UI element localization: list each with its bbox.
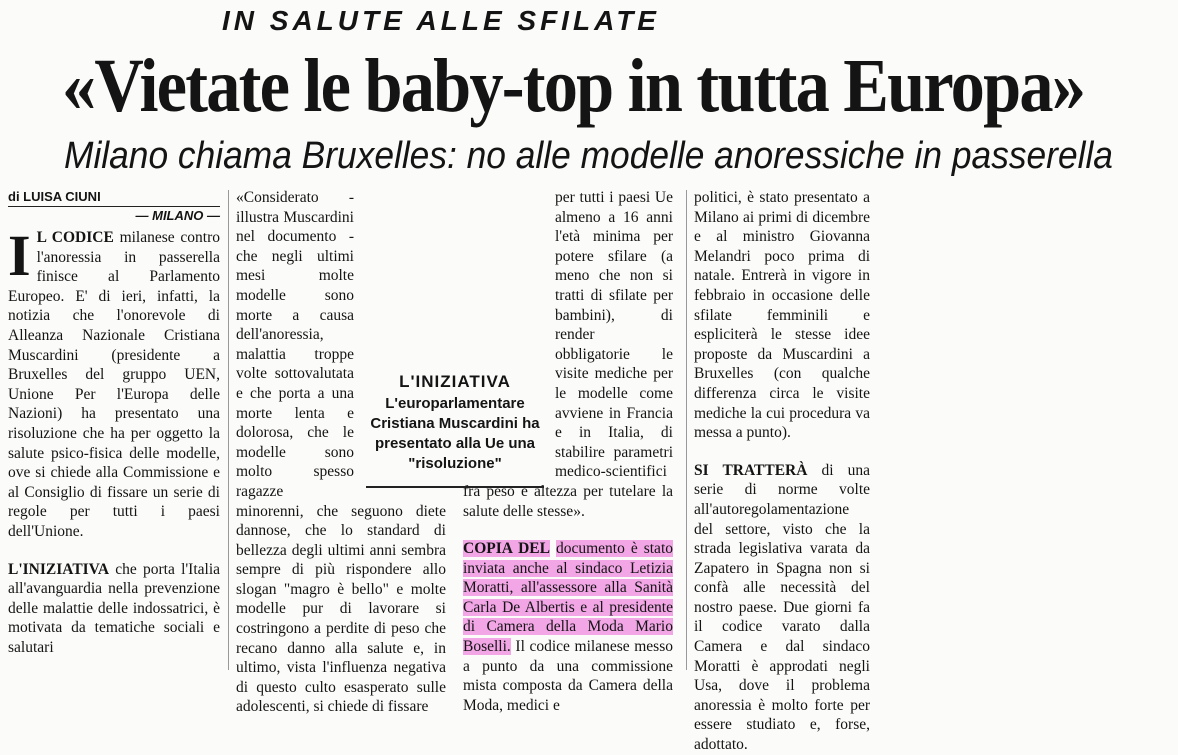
headline: «Vietate le baby-top in tutta Europa» xyxy=(62,44,1085,128)
lead-in: L'INIZIATIVA xyxy=(8,560,110,578)
column-4 xyxy=(694,188,870,755)
paragraph: di una serie di norme volte all'autoregolamentazione del settore, visto che la strada legislativa varata da Zapatero in Spagna non si confà alle necessità del nostro paese. Due giorni fa il codice varato dalla Camera e dal sindaco Moratti è approdati negli Usa, dove il problema anoressia è molto forte per essere studiato e, forse, adottato. xyxy=(694,461,871,754)
drop-cap: I xyxy=(8,223,31,288)
column-divider xyxy=(686,190,687,670)
inset-box-text: L'europarlamentare Cristiana Muscardini ha presentato alla Ue una "risoluzione" xyxy=(370,395,540,472)
column-1 xyxy=(8,223,221,657)
inset-box xyxy=(366,372,544,488)
subhead: Milano chiama Bruxelles: no alle modelle anoressiche in passerella xyxy=(64,135,1113,177)
paragraph: politici, è stato presentato a Milano ai primi di dicembre e al ministro Giovanna Melandri poco prima di natale. Entrerà in vigore in febbraio in occasione delle sfilate femminili e espliciterà le stesse idee proposte da Muscardini a Bruxelles (con qualche differenza circa le visite mediche la cui procedura va messa a punto). xyxy=(694,189,870,442)
paragraph: per tutti i paesi Ue almeno a 16 anni l'età minima per potere sfilare (a meno che non si tratti di sfilate per bambini), di render obbligatorie le visite mediche per le modelle come avviene in Francia e in Italia, di stabilire parametri medico-scientifici fra peso e altezza per tutelare la salute delle stesse». xyxy=(463,189,673,520)
inset-box-title: L'INIZIATIVA xyxy=(399,372,511,391)
paragraph: «Considerato - illustra Muscardini nel documento - che negli ultimi mesi molte modelle sono morte a causa dell'anoressia, malattia troppe volte sottovalutata e che porta a una morte lenta e dolorosa, che le modelle sono molto spesso ragazze minorenni, che seguono diete dannose, che lo standard di bellezza degli ultimi anni sembra sempre di più rispondere allo slogan "magro è bello" e molte modelle pur di lavorare si costringono a perdite di peso che recano danno alla salute e, in ultimo, vista l'influenza negativa di questo culto esasperato sulle adolescenti, si chiede di fissare xyxy=(236,189,446,716)
column-divider xyxy=(228,190,229,670)
byline: di LUISA CIUNI xyxy=(8,189,101,204)
paragraph: che porta l'Italia all'avanguardia nella prevenzione delle malattie delle indossatrici, è motivata da tematiche sociali e salutari xyxy=(8,560,221,656)
paragraph: Il codice milanese messo a punto da una commissione mista composta da Camera della Moda, medici e xyxy=(463,638,673,714)
dateline: — MILANO — xyxy=(135,208,220,223)
highlighted-text: documento è stato inviata anche al sindaco Letizia Moratti, all'assessore alla Sanità Carla De Albertis e al presidente di Camera della Moda Mario Boselli. xyxy=(463,540,673,656)
lead-in: SI TRATTERÀ xyxy=(694,461,808,479)
lead-in: L CODICE xyxy=(36,229,114,246)
byline-rule xyxy=(8,206,220,207)
lead-in: COPIA DEL xyxy=(463,540,550,558)
paragraph: milanese contro l'anoressia in passerella finisce al Parlamento Europeo. E' di ieri, infatti, la notizia che l'onorevole di Alleanza Nazionale Cristiana Muscardini (presidente a Bruxelles del gruppo UEN, Unione Per l'Europa delle Nazioni) ha presentato una risoluzione che ha per oggetto la salute psico-fisica delle modelle, ove si chiede alla Commissione e al Consiglio di fissare un serie di regole per tutti i paesi dell'Unione. xyxy=(8,229,220,540)
kicker: IN SALUTE ALLE SFILATE xyxy=(222,5,660,36)
